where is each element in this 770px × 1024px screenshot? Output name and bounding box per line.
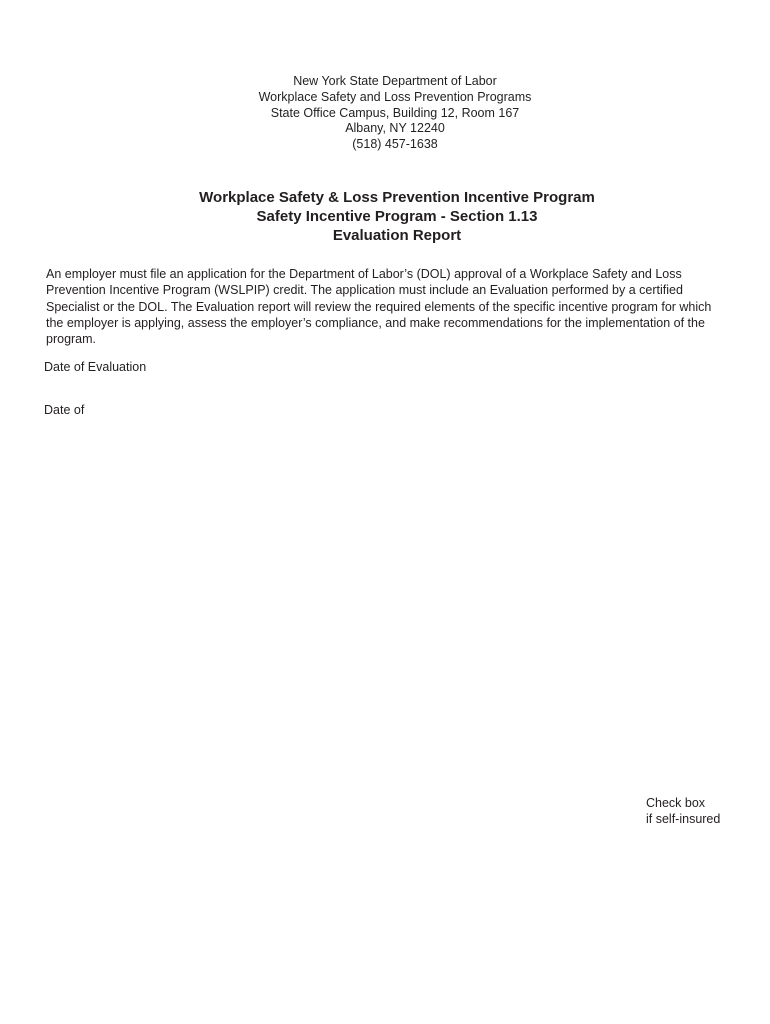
document-title-block xyxy=(0,188,770,245)
intro-line: program. xyxy=(46,332,97,347)
self-insured-checkbox-label xyxy=(646,795,720,827)
intro-paragraph xyxy=(46,266,726,347)
document-report-name: Evaluation Report xyxy=(332,227,462,244)
intro-line: Prevention Incentive Program (WSLPIP) credit. The application must include an Evaluation performed by a certified xyxy=(46,283,683,298)
agency-division: Workplace Safety and Loss Prevention Programs xyxy=(258,89,532,104)
agency-name: New York State Department of Labor xyxy=(293,74,497,88)
self-insured-label-line: Check box xyxy=(646,796,706,810)
agency-address-block xyxy=(0,74,770,153)
intro-line: Specialist or the DOL. The Evaluation report will review the required elements of the specific incentive program for which xyxy=(46,299,712,314)
self-insured-label-line: if self-insured xyxy=(646,812,721,826)
evaluation-date-label: Date of Evaluation xyxy=(44,360,147,374)
self-insured-checkbox[interactable] xyxy=(618,795,638,827)
document-subtitle: Safety Incentive Program - Section 1.13 xyxy=(256,208,538,225)
intro-line: An employer must file an application for the Department of Labor’s (DOL) approval of a Workplace Safety and Loss xyxy=(46,267,682,281)
agency-phone: (518) 457-1638 xyxy=(352,137,438,152)
agency-street-address: State Office Campus, Building 12, Room 167 xyxy=(270,105,520,120)
document-title: Workplace Safety & Loss Prevention Incentive Program xyxy=(199,189,595,206)
date-of-label: Date of xyxy=(44,403,85,417)
agency-city-state-zip: Albany, NY 12240 xyxy=(345,121,445,136)
intro-line: the employer is applying, assess the employer’s compliance, and make recommendations for the implementation of the xyxy=(46,315,705,330)
